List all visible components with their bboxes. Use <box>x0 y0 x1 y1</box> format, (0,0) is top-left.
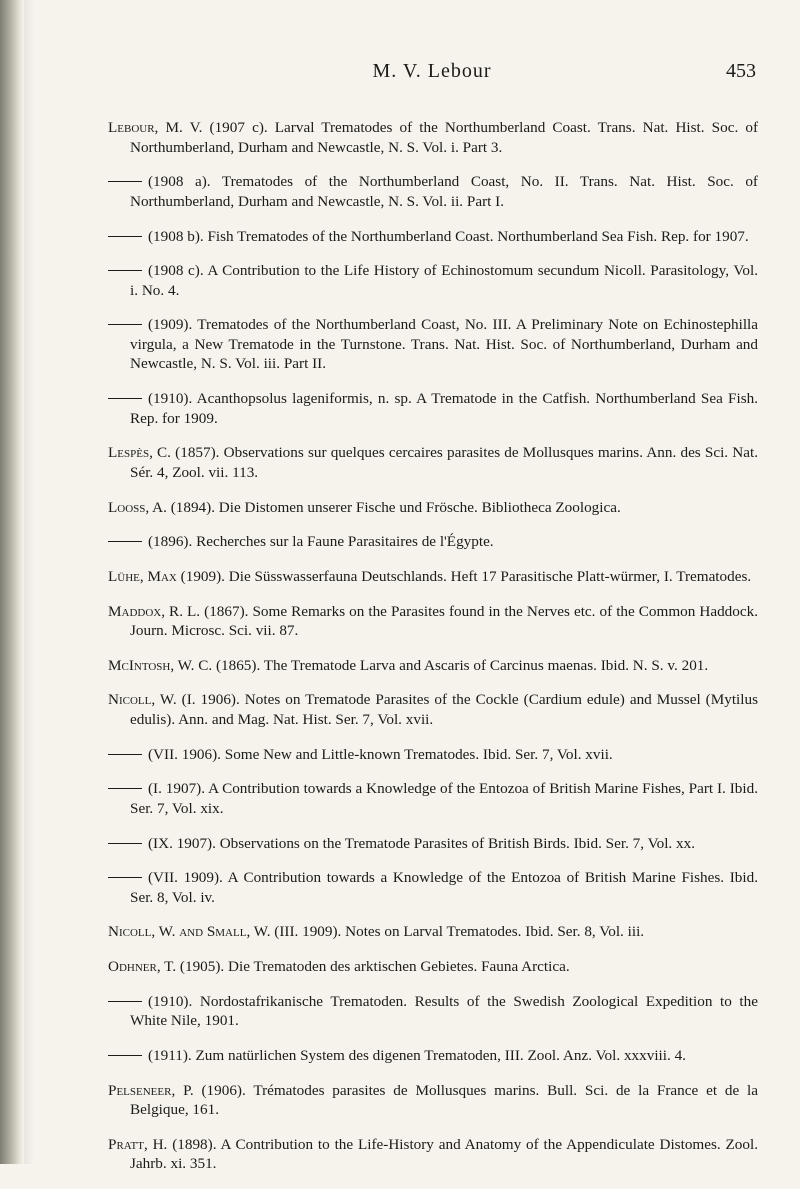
reference-text: (1898). A Contribution to the Life-History and Anatomy of the Appendiculate Distomes. Zool. Jahrb. xi. 351. <box>130 1135 758 1173</box>
reference-text: (III. 1909). Notes on Larval Trematodes. Ibid. Ser. 8, Vol. iii. <box>270 923 645 941</box>
reference-entry <box>108 779 758 818</box>
ditto-dash <box>108 1055 142 1056</box>
reference-author: Pelseneer, P. <box>108 1081 194 1099</box>
reference-text: (1910). Nordostafrikanische Trematoden. Results of the Swedish Zoological Expedition to the White Nile, 1901. <box>130 992 758 1030</box>
reference-author: Nicoll, W. and Small, W. <box>108 923 271 941</box>
reference-entry <box>108 261 758 300</box>
reference-entry <box>108 957 758 977</box>
running-head: M. V. Lebour <box>372 60 492 82</box>
reference-entry <box>108 1046 758 1066</box>
reference-entry <box>108 834 758 854</box>
reference-entry <box>108 1135 758 1174</box>
reference-text: (I. 1907). A Contribution towards a Knowledge of the Entozoa of British Marine Fishes, Part I. Ibid. Ser. 7, Vol. xix. <box>130 780 758 817</box>
reference-author: Lespès, C. <box>108 444 171 462</box>
page-header <box>108 60 756 90</box>
reference-text: (I. 1906). Notes on Trematode Parasites of the Cockle (Cardium edule) and Mussel (Mytilus edulis). Ann. and Mag. Nat. Hist. Ser. 7, Vol. xvii. <box>130 691 758 728</box>
reference-author: Lühe, Max <box>108 567 177 585</box>
ditto-dash <box>108 541 142 542</box>
reference-text: (1909). Trematodes of the Northumberland Coast, No. III. A Preliminary Note on Echinostephilla virgula, a New Trematode in the Turnstone. Trans. Nat. Hist. Soc. of Northumberland, Durham and Newcastle, N. S. Vol. iii. Part II. <box>130 316 758 373</box>
reference-text: (1907 c). Larval Trematodes of the Northumberland Coast. Trans. Nat. Hist. Soc. of Northumberland, Durham and Newcastle, N. S. Vol. i. Part 3. <box>130 119 759 156</box>
reference-entry <box>108 227 758 247</box>
reference-text: (IX. 1907). Observations on the Trematode Parasites of British Birds. Ibid. Ser. 7, Vol. xx. <box>148 834 695 852</box>
reference-text: (1908 a). Trematodes of the Northumberland Coast, No. II. Trans. Nat. Hist. Soc. of Northumberland, Durham and Newcastle, N. S. Vol. ii. Part I. <box>130 173 758 210</box>
reference-entry <box>108 172 758 211</box>
book-spine-shadow <box>0 0 24 1164</box>
reference-text: (1910). Acanthopsolus lageniformis, n. sp. A Trematode in the Catfish. Northumberland Sea Fish. Rep. for 1909. <box>130 390 758 427</box>
reference-text: (VII. 1906). Some New and Little-known Trematodes. Ibid. Ser. 7, Vol. xvii. <box>148 745 613 763</box>
ditto-dash <box>108 1001 142 1002</box>
ditto-dash <box>108 270 142 271</box>
ditto-dash <box>108 236 142 237</box>
reference-author: Pratt, H. <box>108 1135 168 1153</box>
reference-entry <box>108 922 758 942</box>
ditto-dash <box>108 324 142 325</box>
reference-text: (1867). Some Remarks on the Parasites found in the Nerves etc. of the Common Haddock. Journ. Microsc. Sci. vii. 87. <box>130 602 758 640</box>
reference-author: Looss, A. <box>108 498 167 516</box>
reference-text: (1894). Die Distomen unserer Fische und Frösche. Bibliotheca Zoologica. <box>166 498 621 516</box>
reference-text: (1906). Trématodes parasites de Mollusques marins. Bull. Sci. de la France et de la Belgique, 161. <box>130 1081 759 1119</box>
reference-entry <box>108 567 758 587</box>
reference-entry <box>108 656 758 676</box>
reference-entry <box>108 389 758 428</box>
reference-author: McIntosh, W. C. <box>108 656 213 674</box>
reference-text: (1908 b). Fish Trematodes of the Northumberland Coast. Northumberland Sea Fish. Rep. for 1907. <box>148 227 749 245</box>
reference-text: (1857). Observations sur quelques cercaires parasites de Mollusques marins. Ann. des Sci. Nat. Sér. 4, Zool. vii. 113. <box>130 444 759 481</box>
ditto-dash <box>108 877 142 878</box>
reference-text: (1905). Die Trematoden des arktischen Gebietes. Fauna Arctica. <box>176 958 570 976</box>
reference-entry <box>108 443 758 482</box>
reference-text: (1896). Recherches sur la Faune Parasitaires de l'Égypte. <box>148 533 494 551</box>
reference-text: (1865). The Trematode Larva and Ascaris of Carcinus maenas. Ibid. N. S. v. 201. <box>212 656 709 674</box>
reference-entry <box>108 602 758 641</box>
reference-entry <box>108 690 758 729</box>
reference-list <box>108 103 758 1189</box>
ditto-dash <box>108 754 142 755</box>
reference-entry <box>108 118 758 157</box>
reference-text: (1908 c). A Contribution to the Life History of Echinostomum secundum Nicoll. Parasitology, Vol. i. No. 4. <box>130 262 758 299</box>
reference-entry <box>108 868 758 907</box>
reference-text: (VII. 1909). A Contribution towards a Knowledge of the Entozoa of British Marine Fishes. Ibid. Ser. 8, Vol. iv. <box>130 869 758 906</box>
reference-text: (1911). Zum natürlichen System des digenen Trematoden, III. Zool. Anz. Vol. xxxviii. 4. <box>148 1046 686 1064</box>
reference-entry <box>108 992 758 1031</box>
reference-entry <box>108 498 758 518</box>
ditto-dash <box>108 398 142 399</box>
ditto-dash <box>108 843 142 844</box>
ditto-dash <box>108 181 142 182</box>
reference-entry <box>108 315 758 374</box>
reference-entry <box>108 532 758 552</box>
ditto-dash <box>108 788 142 789</box>
page-number: 453 <box>726 60 756 82</box>
reference-author: Lebour, M. V. <box>108 119 203 137</box>
reference-author: Nicoll, W. <box>108 691 177 709</box>
reference-text: (1909). Die Süsswasserfauna Deutschlands. Heft 17 Parasitische Platt-würmer, I. Trematodes. <box>176 567 752 585</box>
reference-author: Maddox, R. L. <box>108 602 201 620</box>
reference-entry <box>108 1081 758 1120</box>
reference-author: Odhner, T. <box>108 958 177 976</box>
gutter-shadow <box>24 0 34 1164</box>
reference-entry <box>108 745 758 765</box>
